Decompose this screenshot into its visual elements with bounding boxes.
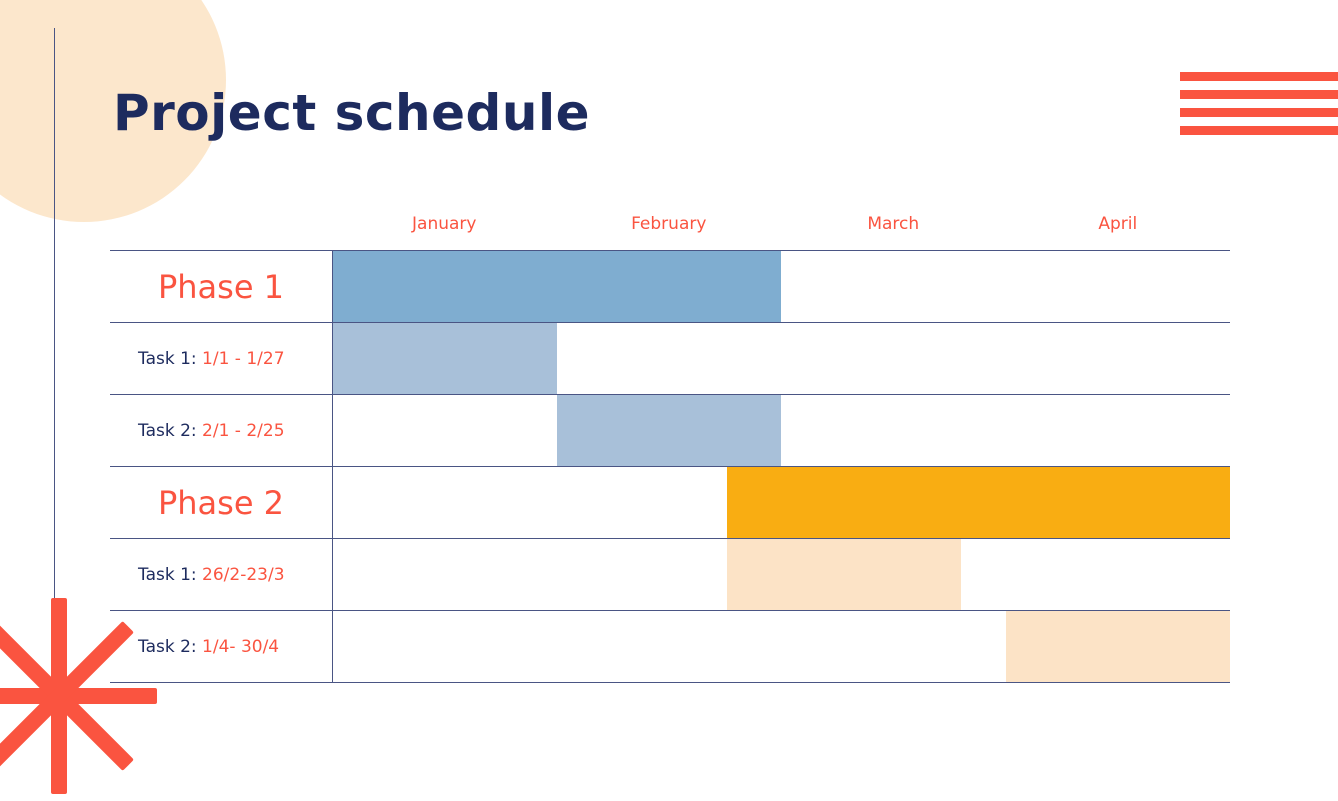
gantt-axis-line — [332, 251, 333, 683]
gantt-track-phase-2-task-1 — [332, 539, 1230, 610]
task-name: Task 1: — [138, 348, 197, 369]
gantt-track-phase-1 — [332, 251, 1230, 322]
month-label-march: March — [867, 214, 920, 234]
task-label-text — [126, 565, 285, 585]
task-label-text — [126, 421, 285, 441]
gantt-row-phase-1-task-2 — [110, 395, 1230, 467]
gantt-rows — [110, 250, 1230, 683]
month-label-january: January — [412, 214, 477, 234]
gantt-track-phase-2-task-2 — [332, 611, 1230, 682]
gantt-row-phase-2-task-1 — [110, 539, 1230, 611]
task-dates: 26/2-23/3 — [202, 564, 285, 585]
page-title: Project schedule — [113, 84, 590, 142]
gantt-bar-phase-1-task-2 — [557, 395, 782, 466]
gantt-track-phase-2 — [332, 467, 1230, 538]
stripes-icon — [1180, 72, 1338, 152]
task-name: Task 1: — [138, 564, 197, 585]
task-dates: 1/1 - 1/27 — [202, 348, 285, 369]
row-label-phase-2: Phase 2 — [157, 483, 285, 522]
task-label-text — [126, 637, 279, 657]
row-label-phase-1-task-1 — [110, 349, 332, 369]
gantt-row-phase-1-task-1 — [110, 323, 1230, 395]
row-label-phase-1-task-2 — [110, 421, 332, 441]
gantt-bar-phase-2-task-2 — [1006, 611, 1231, 682]
task-name: Task 2: — [138, 636, 197, 657]
gantt-chart — [110, 204, 1230, 660]
row-label-phase-2-task-2 — [110, 637, 332, 657]
gantt-track-phase-1-task-1 — [332, 323, 1230, 394]
gantt-row-phase-1 — [110, 251, 1230, 323]
gantt-header — [110, 204, 1230, 250]
row-label-phase-1: Phase 1 — [157, 267, 285, 306]
gantt-bar-phase-1 — [332, 251, 781, 322]
task-dates: 1/4- 30/4 — [202, 636, 280, 657]
gantt-row-phase-2 — [110, 467, 1230, 539]
gantt-bar-phase-2-task-1 — [727, 539, 960, 610]
task-name: Task 2: — [138, 420, 197, 441]
gantt-track-phase-1-task-2 — [332, 395, 1230, 466]
gantt-row-phase-2-task-2 — [110, 611, 1230, 683]
task-label-text — [126, 349, 285, 369]
gantt-bar-phase-1-task-1 — [332, 323, 557, 394]
task-dates: 2/1 - 2/25 — [202, 420, 285, 441]
gantt-bar-phase-2 — [727, 467, 1230, 538]
row-label-phase-2-task-1 — [110, 565, 332, 585]
month-axis — [332, 204, 1230, 250]
month-label-february: February — [631, 214, 707, 234]
month-label-april: April — [1098, 214, 1138, 234]
